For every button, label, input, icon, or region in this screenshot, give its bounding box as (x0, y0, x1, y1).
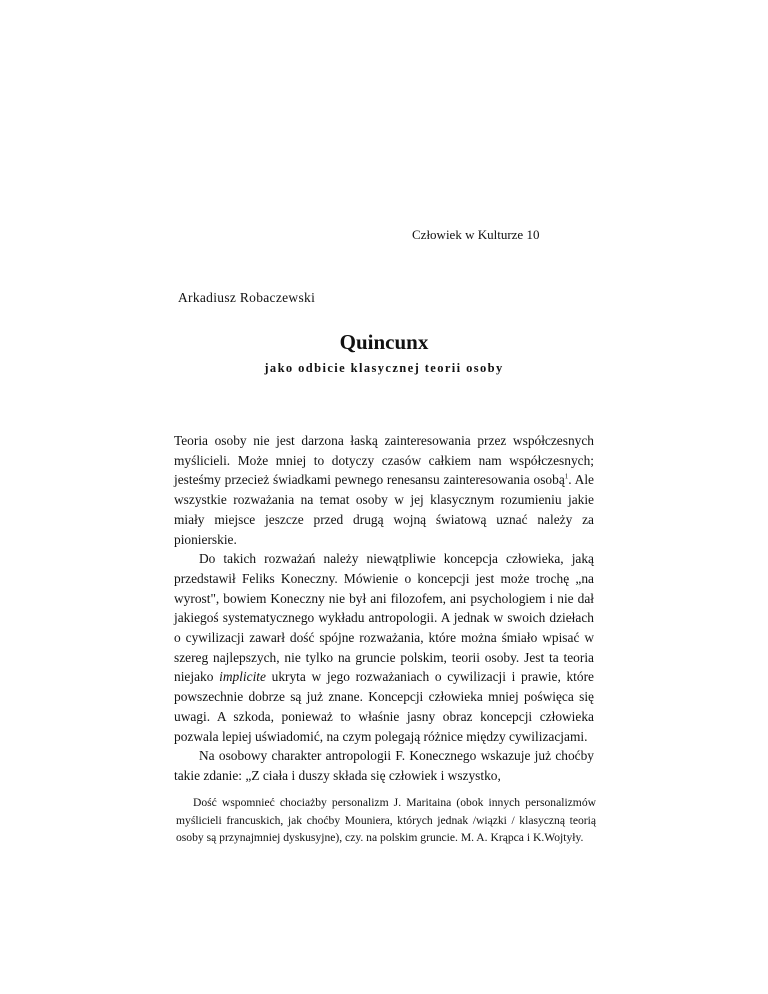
article-title: Quincunx (339, 330, 429, 354)
paragraph-1 (174, 431, 594, 549)
article-body (174, 431, 594, 786)
paragraph-2-text-a: Do takich rozważań należy niewątpliwie koncepcja człowieka, jaką przedstawił Feliks Koneczny. Mówienie o koncepcji jest może trochę „na wyrost", bowiem Koneczny nie był ani filozofem, ani psychologiem i nie dał jakiegoś systematycznego wykładu antropologii. A jednak w swoich dziełach o cywilizacji zawarł dość spójne rozważania, które można śmiało wpisać w szereg najlepszych, nie tylko na gruncie polskim, teorii osoby. Jest ta teoria niejako (174, 551, 594, 685)
author-name: Arkadiusz Robaczewski (178, 290, 316, 305)
running-header: Człowiek w Kulturze 10 (412, 227, 540, 242)
paragraph-2-emphasis: implicite (219, 669, 266, 685)
paragraph-1-text-b: . Ale wszystkie rozważania na temat osoby w jej klasycznym rozumieniu jakie miały miejsce jeszcze przed drugą wojną światową uznać należy za pionierskie. (174, 472, 594, 547)
paragraph-1-text-a: Teoria osoby nie jest darzona łaską zainteresowania przez współczesnych myślicieli. Może mniej to dotyczy czasów całkiem nam współczesnych; jesteśmy przecież świadkami pewnego renesansu zainteresowania osobą (174, 433, 594, 488)
paragraph-3: Na osobowy charakter antropologii F. Konecznego wskazuje już choćby takie zdanie: „Z ciała i duszy składa się człowiek i wszystko, (174, 748, 594, 783)
article-subtitle: jako odbicie klasycznej teorii osoby (264, 361, 504, 375)
paragraph-2 (174, 549, 594, 746)
footnote-text: Dość wspomnieć chociażby personalizm J. Maritaina (obok innych personalizmów myślicieli francuskich, jak choćby Mouniera, których jednak /wiązki / klasyczną teorią osoby są przynajmniej dyskusyjne), czy. na polskim gruncie. M. A. Krąpca i K.Wojtyły. (176, 796, 596, 844)
footnote-mark: 1 (564, 472, 569, 481)
paragraph-2-text-b: ukryta w jego rozważaniach o cywilizacji i prawie, które powszechnie dobrze są już znane. Koncepcji człowieka mniej poświęca się uwagi. A szkoda, ponieważ to właśnie jasny obraz koncepcji człowieka pozwala lepiej uświadomić, na czym polegają różnice między cywilizacjami. (174, 669, 595, 744)
footnote (176, 794, 596, 847)
